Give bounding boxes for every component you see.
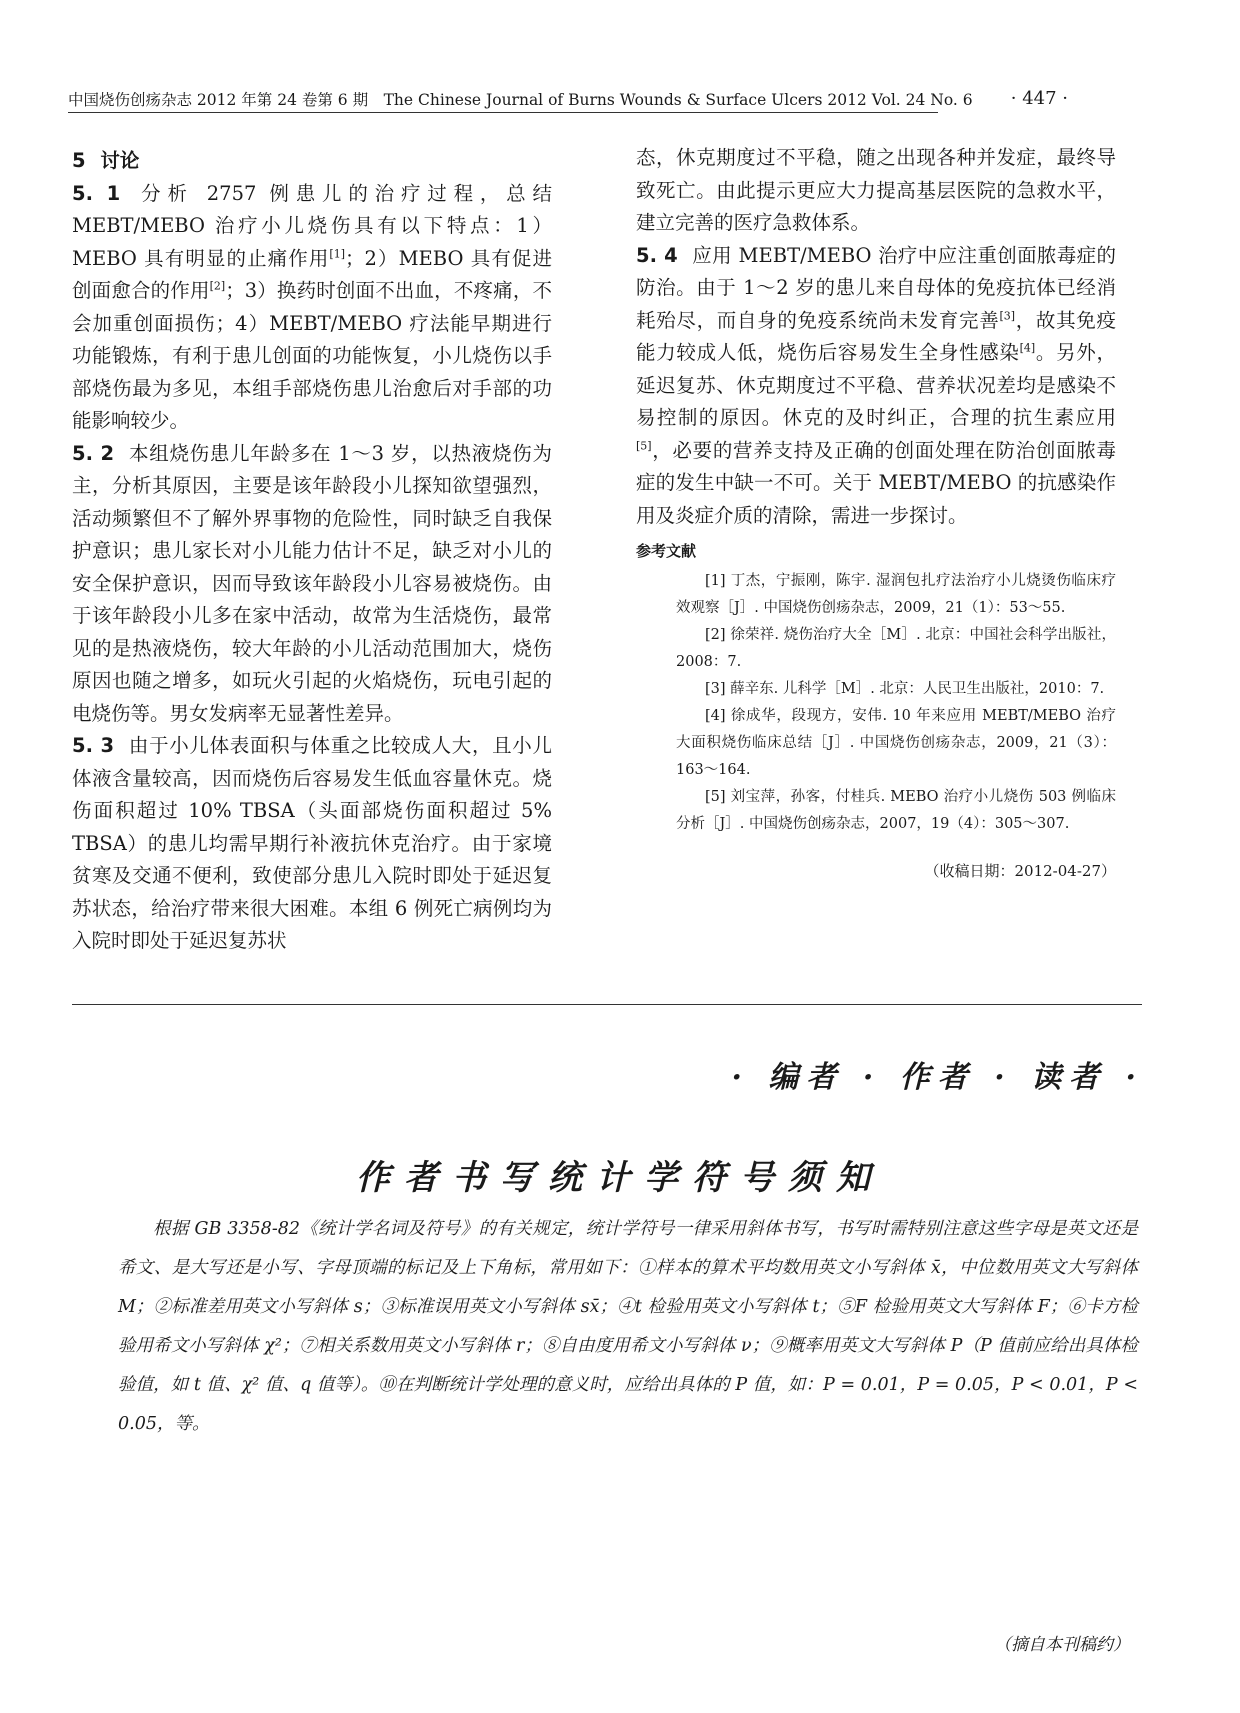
- reference-item: [5] 刘宝萍，孙客，付桂兵. MEBO 治疗小儿烧伤 503 例临床分析［J］. 中国烧伤创疡杂志，2007，19（4）：305～307.: [676, 789, 1116, 832]
- reference-list: [636, 568, 1116, 838]
- references-title: 参考文献: [636, 542, 697, 560]
- paragraph-text: ，故其免疫能力较成人低，烧伤后容易发生全身性感染: [636, 308, 1116, 364]
- subsection-number: 5. 2: [72, 441, 115, 465]
- left-column: [72, 145, 552, 958]
- citation-ref: [1]: [329, 247, 346, 260]
- paragraph-text: 。另外，延迟复苏、休克期度过不平稳、营养状况差均是感染不易控制的原因。休克的及时纠正，合理的抗生素应用: [636, 341, 1116, 429]
- column-banner: · 编者 · 作者 · 读者 ·: [731, 1060, 1144, 1095]
- paragraph-5-1: [72, 178, 552, 438]
- reference-item: [3] 薛辛东. 儿科学［M］. 北京：人民卫生出版社，2010：7.: [705, 681, 1105, 697]
- journal-running-head: 中国烧伤创疡杂志 2012 年第 24 卷第 6 期 The Chinese Journal of Burns Wounds & Surface Ulcers 2012 Vol. 24 No. 6: [68, 91, 973, 109]
- citation-ref: [5]: [636, 439, 652, 452]
- citation-ref: [4]: [1019, 341, 1036, 355]
- paragraph-text: 应用 MEBT/MEBO 治疗中应注重创面脓毒症的防治。由于 1～2 岁的患儿来自母体的免疫抗体已经消耗殆尽，而自身的免疫系统尚未发育完善: [636, 243, 1116, 332]
- notice-source: （摘自本刊稿约）: [994, 1635, 1130, 1655]
- right-column: [636, 142, 1116, 882]
- section-divider: [72, 1004, 1142, 1005]
- subsection-number: 5. 1: [72, 181, 121, 205]
- notice-paragraph: 根据 GB 3358-82《统计学名词及符号》的有关规定，统计学符号一律采用斜体书写，书写时需特别注意这些字母是英文还是希文、是大写还是小写、字母顶端的标记及上下角标，常用如下：①样本的算术平均数用英文小写斜体 x̄，中位数用英文大写斜体 M；②标准差用英文小写斜体 s；③标准误用英文小写斜体 sx̄；④t 检验用英文小写斜体 t；⑤F 检验用英文大写斜体 F；⑥卡方检验用希文小写斜体 χ²；⑦相关系数用英文小写斜体 r；⑧自由度用希文小写斜体 ν；⑨概率用英文大写斜体 P（P 值前应给出具体检验值，如 t 值、χ² 值、q 值等）。⑩在判断统计学处理的意义时，应给出具体的 P 值，如：P = 0.01，P = 0.05，P < 0.01，P < 0.05，等。: [118, 1219, 1138, 1434]
- received-date: （收稿日期：2012-04-27）: [924, 862, 1116, 880]
- paragraph-text: 分析 2757 例患儿的治疗过程，总结 MEBT/MEBO 治疗小儿烧伤具有以下特点：1）MEBO 具有明显的止痛作用: [72, 181, 552, 270]
- section-title: 讨论: [100, 149, 140, 172]
- running-header: [68, 88, 1068, 112]
- paragraph-text: ，必要的营养支持及正确的创面处理在防治创面脓毒症的发生中缺一不可。关于 MEBT/MEBO 的抗感染作用及炎症介质的清除，需进一步探讨。: [636, 438, 1116, 527]
- reference-item: [2] 徐荣祥. 烧伤治疗大全［M］. 北京：中国社会科学出版社，2008：7.: [676, 627, 1116, 670]
- paragraph-5-2: [72, 438, 552, 731]
- reference-item: [4] 徐成华，段现方，安伟. 10 年来应用 MEBT/MEBO 治疗大面积烧伤临床总结［J］. 中国烧伤创疡杂志，2009，21（3）：163～164.: [676, 708, 1116, 778]
- paragraph-text: ；3）换药时创面不出血，不疼痛，不会加重创面损伤；4）MEBT/MEBO 疗法能早期进行功能锻炼，有利于患儿创面的功能恢复，小儿烧伤以手部烧伤最为多见，本组手部烧伤患儿治愈后对手部的功能影响较少。: [72, 279, 552, 432]
- paragraph-text: 由于小儿体表面积与体重之比较成人大，且小儿体液含量较高，因而烧伤后容易发生低血容量休克。烧伤面积超过 10% TBSA（头面部烧伤面积超过 5% TBSA）的患儿均需早期行补液抗休克治疗。由于家境贫寒及交通不便利，致使部分患儿入院时即处于延迟复苏状态，给治疗带来很大困难。本组 6 例死亡病例均为入院时即处于延迟复苏状: [72, 734, 552, 952]
- citation-ref: [3]: [999, 309, 1016, 322]
- subsection-number: 5. 4: [636, 243, 678, 267]
- notice-body: [118, 1210, 1138, 1444]
- paragraph-5-3: [72, 730, 552, 958]
- section-heading: [72, 145, 552, 178]
- subsection-number: 5. 3: [72, 734, 115, 757]
- section-number: 5: [72, 149, 86, 172]
- reference-item: [1] 丁杰，宁振刚，陈宇. 湿润包扎疗法治疗小儿烧烫伤临床疗效观察［J］. 中国烧伤创疡杂志，2009，21（1）：53～55.: [676, 573, 1116, 616]
- paragraph-5-4: [636, 240, 1116, 533]
- paragraph-text: 本组烧伤患儿年龄多在 1～3 岁，以热液烧伤为主，分析其原因，主要是该年龄段小儿探知欲望强烈，活动频繁但不了解外界事物的危险性，同时缺乏自我保护意识；患儿家长对小儿能力估计不足，缺乏对小儿的安全保护意识，因而导致该年龄段小儿容易被烧伤。由于该年龄段小儿多在家中活动，故常为生活烧伤，最常见的是热液烧伤，较大年龄的小儿活动范围加大，烧伤原因也随之增多，如玩火引起的火焰烧伤，玩电引起的电烧伤等。男女发病率无显著性差异。: [72, 441, 552, 725]
- citation-ref: [2]: [209, 279, 226, 293]
- paragraph-text: ；2）MEBO 具有促进创面愈合的作用: [72, 246, 552, 302]
- header-rule: [68, 112, 938, 113]
- notice-title: 作者书写统计学符号须知: [356, 1158, 884, 1198]
- page-number: · 447 ·: [1010, 88, 1068, 109]
- paragraph-continuation: 态，休克期度过不平稳，随之出现各种并发症，最终导致死亡。由此提示更应大力提高基层医院的急救水平，建立完善的医疗急救体系。: [636, 146, 1116, 234]
